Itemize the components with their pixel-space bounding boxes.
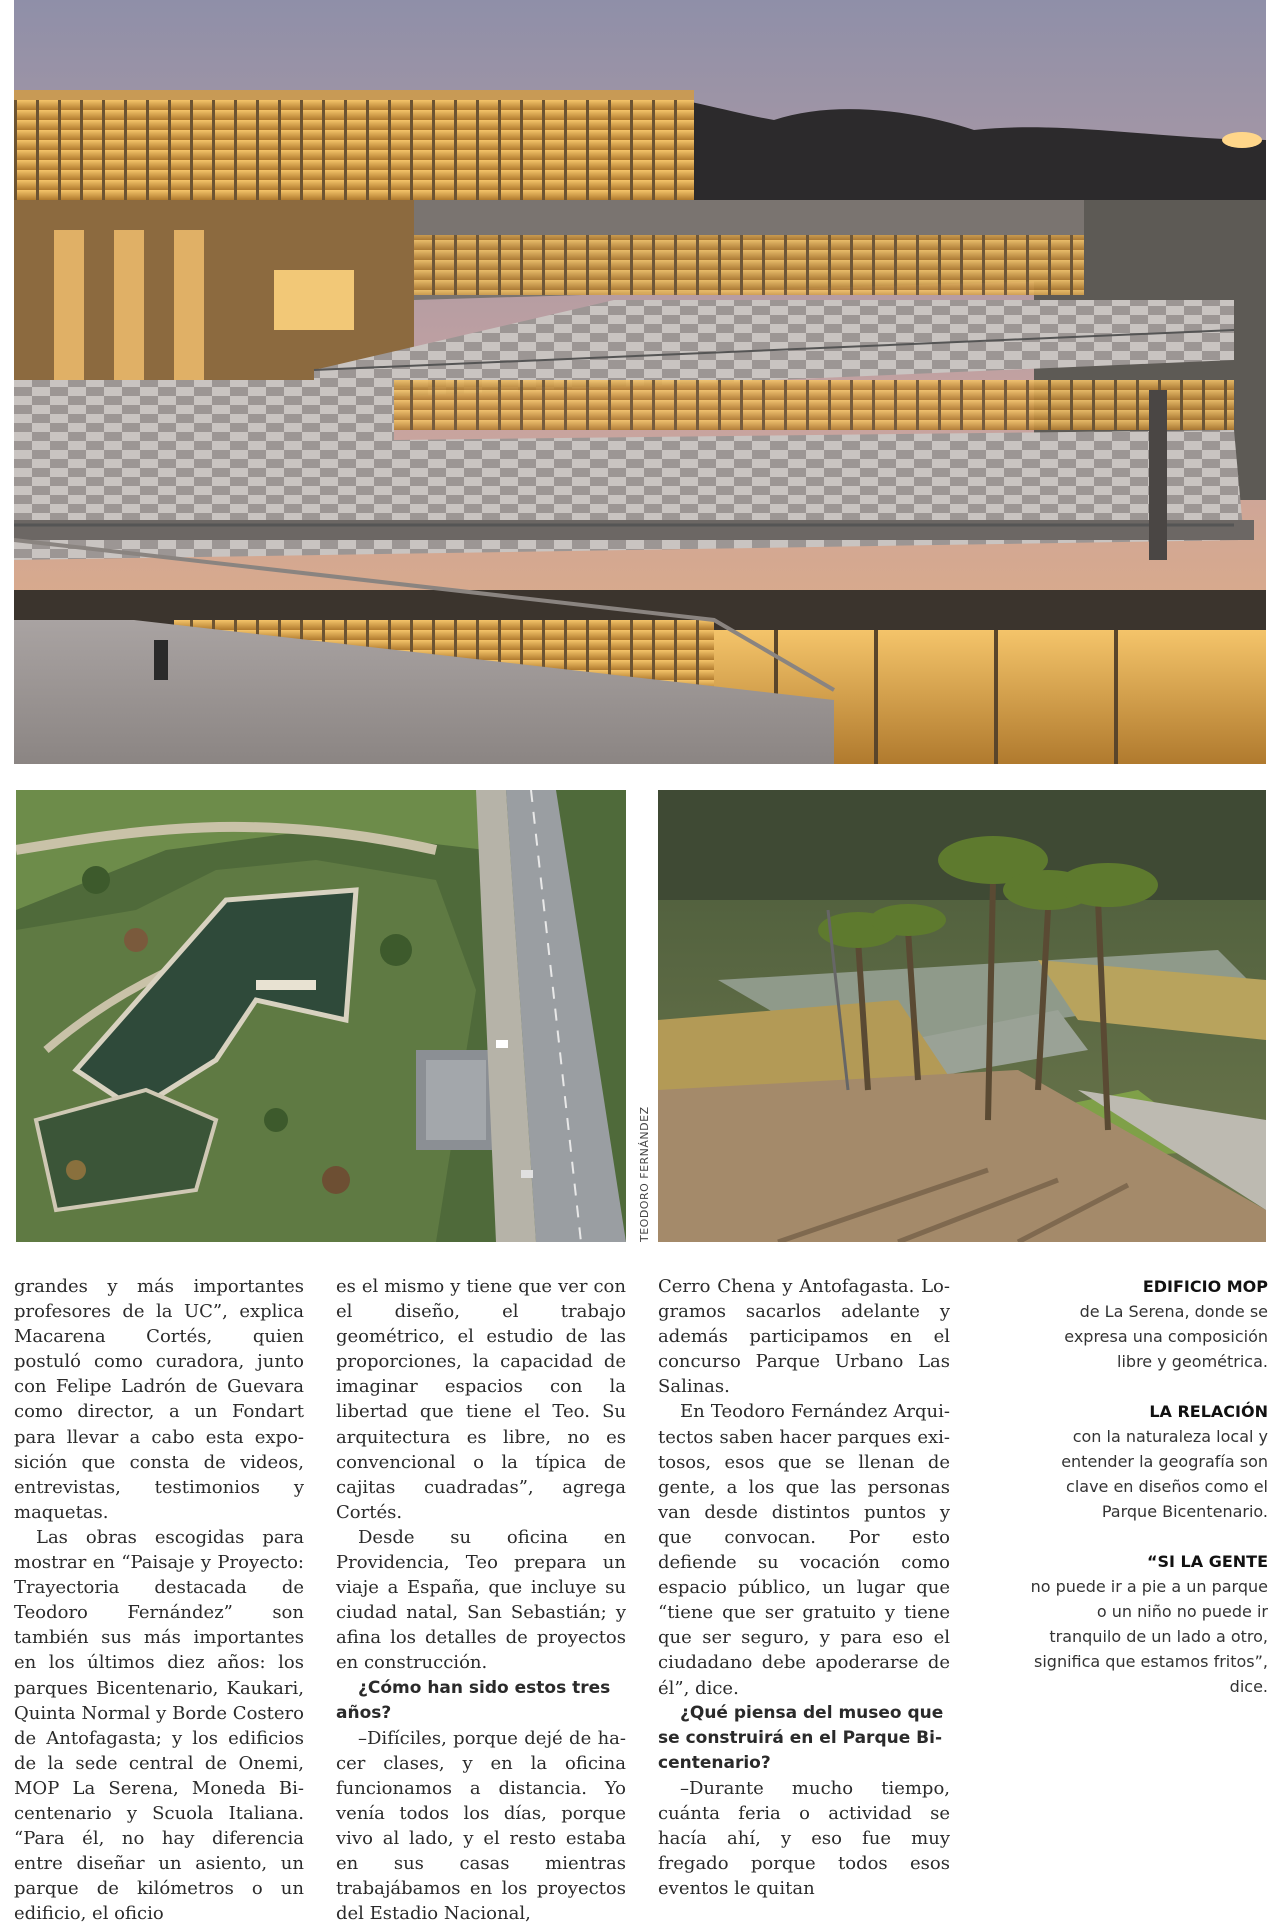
caption-sidebar <box>1030 1274 1268 1724</box>
paragraph: En Teodoro Fernández Arquitectos saben hacer parques exitosos, esos que se llenan de gente, a los que las personas van desde distintos puntos y que convocan. Por esto defiende su vocación como espacio público, un lugar que “tiene que ser gratuito y tiene que ser seguro, y para eso el ciudadano debe apoderarse de él”, dice. <box>658 1401 950 1699</box>
caption-heading: “SI LA GENTE <box>1146 1552 1268 1571</box>
palms-photo-park <box>658 790 1266 1242</box>
interview-question: ¿Qué piensa del museo que se construirá en el Parque Bicentenario? <box>658 1702 944 1773</box>
caption-text: de La Serena, donde se expresa una composición libre y geométrica. <box>1064 1302 1268 1371</box>
text-column-2 <box>336 1274 626 1926</box>
paragraph: es el mismo y tiene que ver con el diseño, el trabajo geométrico, el estudio de las proporciones, la capacidad de imaginar espacios con la libertad que tiene el Teo. Su arquitectura es libre, no es convencional o la típica de cajitas cuadradas”, agrega Cortés. <box>336 1276 626 1523</box>
paragraph: Las obras escogidas para mostrar en “Paisaje y Proyecto: Trayectoria destacada de Teodoro Fernández” son también sus más importantes en los últimos diez años: los parques Bicentenario, Kaukari, Quinta Normal y Borde Costero de Antofagasta; y los edificios de la sede central de Onemi, MOP La Serena, Moneda Bicentenario y Scuola Italiana. “Para él, no hay diferencia entre diseñar un asiento, un parque de kilómetros o un edificio, el oficio <box>14 1526 304 1925</box>
paragraph: grandes y más importantes profesores de la UC”, explica Macarena Cortés, quien postuló como curadora, junto con Felipe Ladrón de Guevara como director, a un Fondart para llevar a cabo esta exposición que consta de videos, entrevistas, testimonios y maquetas. <box>14 1276 304 1523</box>
paragraph: –Difíciles, porque dejé de hacer clases, y en la oficina funcionamos a distancia. Yo venía todos los días, porque vivo al lado, y el resto estaba en sus casas mientras trabajábamos en los proyectos del Estadio Nacional, <box>336 1727 626 1925</box>
paragraph: –Durante mucho tiempo, cuánta feria o actividad se hacía ahí, y eso fue muy fregado porque todos esos eventos le quitan <box>658 1777 950 1900</box>
text-column-1 <box>14 1274 304 1926</box>
caption-block <box>1030 1399 1268 1524</box>
paragraph: Cerro Chena y Antofagasta. Logramos sacarlos adelante y además participamos en el concurso Parque Urbano Las Salinas. <box>658 1276 950 1398</box>
interview-question: ¿Cómo han sido estos tres años? <box>336 1677 611 1723</box>
caption-block <box>1030 1274 1268 1374</box>
caption-heading: LA RELACIÓN <box>1149 1402 1268 1421</box>
hero-photo-mop-building <box>14 0 1266 764</box>
photo-credit: TEODORO FERNÁNDEZ <box>638 1106 651 1242</box>
text-column-3 <box>658 1274 950 1901</box>
caption-text: no puede ir a pie a un parque o un niño no puede ir tranquilo de un lado a otro, significa que estamos fritos”, dice. <box>1030 1577 1268 1696</box>
aerial-photo-park <box>16 790 626 1242</box>
caption-heading: EDIFICIO MOP <box>1142 1277 1268 1296</box>
caption-text: con la naturaleza local y entender la geografía son clave en diseños como el Parque Bicentenario. <box>1061 1427 1268 1521</box>
caption-block <box>1030 1549 1268 1699</box>
paragraph: Desde su oficina en Providencia, Teo prepara un viaje a España, que incluye su ciudad natal, San Sebastián; y afina los detalles de proyectos en construcción. <box>336 1526 626 1674</box>
